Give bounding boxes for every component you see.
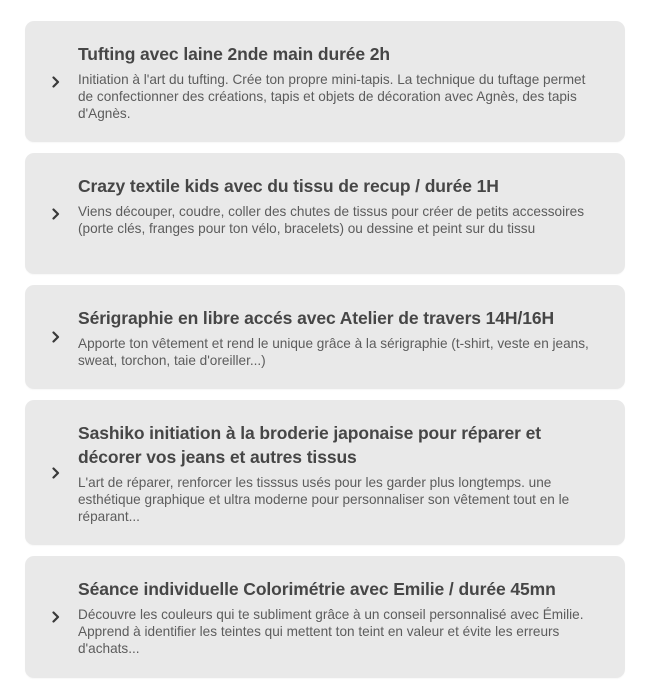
accordion-item-tufting[interactable] bbox=[25, 21, 625, 142]
chevron-right-icon[interactable] bbox=[50, 208, 62, 220]
accordion-item-description: L'art de réparer, renforcer les tisssus usés pour les garder plus longtemps. une esthétique graphique et ultra moderne pour personnaliser son vêtement tout en le réparant... bbox=[78, 475, 570, 524]
accordion-item-description: Viens découper, coudre, coller des chutes de tissus pour créer de petits accessoires (porte clés, franges pour ton vélo, bracelets) ou dessine et peint sur du tissu bbox=[78, 204, 585, 236]
workshop-accordion-list bbox=[25, 21, 625, 685]
accordion-item-title: Séance individuelle Colorimétrie avec Emilie / durée 45mn bbox=[78, 579, 556, 599]
accordion-item-title: Sérigraphie en libre accés avec Atelier de travers 14H/16H bbox=[78, 308, 555, 328]
chevron-right-icon[interactable] bbox=[50, 331, 62, 343]
accordion-item-title: Crazy textile kids avec du tissu de recup / durée 1H bbox=[78, 176, 499, 196]
accordion-item-description: Initiation à l'art du tufting. Crée ton propre mini-tapis. La technique du tuftage permet de confectionner des créations, tapis et objets de décoration avec Agnès, des tapis d'Agnès. bbox=[78, 72, 586, 121]
accordion-item-serigraphie[interactable] bbox=[25, 285, 625, 389]
accordion-item-description: Apporte ton vêtement et rend le unique grâce à la sérigraphie (t-shirt, veste en jeans, sweat, torchon, taie d'oreiller...) bbox=[78, 336, 589, 368]
accordion-item-title: Sashiko initiation à la broderie japonaise pour réparer et décorer vos jeans et autres tissus bbox=[78, 423, 541, 467]
accordion-item-colorimetrie[interactable] bbox=[25, 556, 625, 678]
accordion-item-crazy-textile-kids[interactable] bbox=[25, 153, 625, 274]
chevron-right-icon[interactable] bbox=[50, 76, 62, 88]
chevron-right-icon[interactable] bbox=[50, 611, 62, 623]
accordion-item-description: Découvre les couleurs qui te subliment grâce à un conseil personnalisé avec Émilie. Apprend à identifier les teintes qui mettent ton teint en valeur et évite les erreurs d'achats... bbox=[78, 607, 584, 656]
chevron-right-icon[interactable] bbox=[50, 467, 62, 479]
accordion-item-sashiko[interactable] bbox=[25, 400, 625, 545]
accordion-item-title: Tufting avec laine 2nde main durée 2h bbox=[78, 44, 391, 64]
